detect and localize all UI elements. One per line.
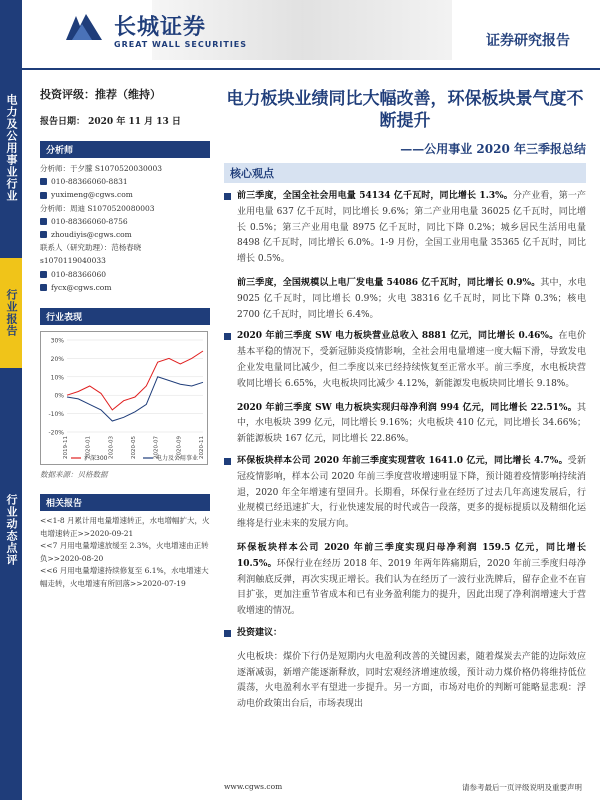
sidebar-industry-label: 电力及公用事业行业 bbox=[5, 94, 18, 202]
great-wall-logo-icon bbox=[64, 12, 104, 44]
email-line[interactable]: fycx@cgws.com bbox=[40, 281, 210, 294]
header-divider bbox=[22, 68, 600, 70]
core-views-head: 核心观点 bbox=[224, 163, 586, 183]
legend-label: 电力及公用事业 bbox=[156, 455, 199, 463]
investment-rating: 投资评级：推荐（维持） bbox=[40, 88, 161, 101]
trend-section-head: 行业表现 bbox=[40, 308, 210, 325]
series-line bbox=[67, 351, 203, 410]
related-report-item[interactable]: <<7 月用电量增速放缓至 2.3%，火电增速由正转负>>2020-08-20 bbox=[40, 541, 209, 563]
report-subtitle: ——公用事业 2020 年三季报总结 bbox=[400, 142, 586, 156]
footer-disclaimer: 请参考最后一页评级说明及重要声明 bbox=[462, 783, 582, 792]
series-line bbox=[67, 377, 203, 421]
y-tick-label: 0% bbox=[54, 392, 64, 400]
key-point: 2020 年前三季度 SW 电力板块营业总收入 8881 亿元，同比增长 0.46%。在电价基本平稳的情况下，受新冠肺炎疫情影响，全社会用电量增速一度大幅下滑，导致发电企业发电量同比减少，但二季度以来已经持续恢复至正常水平。前三季度，水电板块营收同比增长 6.65%，火电板块同比减少 4.12%，新能源发电板块同比增长 9.18%。 bbox=[224, 329, 586, 392]
logo-text-cn: 长城证券 bbox=[114, 15, 207, 40]
invest-advice-text: 火电板块：煤价下行仍是短期内火电盈利改善的关键因素，随着煤炭去产能的边际效应逐渐减弱，新增产能逐渐释放，同时宏观经济增速放缓，预计动力煤价格仍将维持低位震荡，火电盈利水平有望进一步提升。另一方面，市场对电价的判断可能略显悲观：浮动电价政策出台后，市场表现出 bbox=[237, 651, 586, 710]
analyst-list bbox=[40, 162, 210, 294]
y-tick-label: 30% bbox=[50, 337, 64, 345]
x-tick-label: 2020-11 bbox=[199, 436, 205, 460]
y-tick-label: 10% bbox=[50, 374, 64, 382]
x-tick-label: 2020-03 bbox=[108, 436, 115, 460]
email-icon bbox=[40, 284, 47, 291]
y-tick-label: -10% bbox=[48, 411, 64, 419]
report-date: 报告日期： 2020 年 11 月 13 日 bbox=[40, 117, 181, 127]
bullet-icon bbox=[224, 193, 231, 200]
x-tick-label: 2020-09 bbox=[176, 436, 183, 460]
key-point: 前三季度，全国规模以上电厂发电量 54086 亿千瓦时，同比增长 0.9%。其中，水电 9025 亿千瓦时，同比增长 0.9%；火电 38316 亿千瓦时，同比下降 0.3%；核电 2700 亿千瓦时，同比增长 6.4%。 bbox=[237, 277, 586, 320]
related-reports bbox=[40, 515, 210, 591]
phone-line: 010-88366060-8831 bbox=[40, 175, 210, 188]
email-line[interactable]: yuximeng@cgws.com bbox=[40, 188, 210, 201]
contact-line: 联系人（研究助理）：范杨春晓 bbox=[40, 243, 142, 253]
phone-icon bbox=[40, 178, 47, 185]
footer-website[interactable]: www.cgws.com bbox=[224, 782, 283, 791]
phone-line: 010-88366060-8756 bbox=[40, 215, 210, 228]
email-line[interactable]: zhoudiyis@cgws.com bbox=[40, 228, 210, 241]
page-header bbox=[22, 0, 600, 68]
x-tick-label: 2020-01 bbox=[85, 436, 92, 460]
phone-line: 010-88366060 bbox=[40, 268, 210, 281]
bullet-icon bbox=[224, 458, 231, 465]
related-section-head: 相关报告 bbox=[40, 494, 210, 511]
x-tick-label: 2020-05 bbox=[131, 436, 137, 460]
invest-advice: 投资建议： bbox=[224, 626, 586, 642]
x-tick-label: 2019-11 bbox=[63, 436, 69, 460]
legend-label: 沪深300 bbox=[84, 455, 108, 463]
left-info-column bbox=[40, 86, 210, 591]
analyst-line: 分析师：于夕朦 S1070520030003 bbox=[40, 164, 163, 173]
email-icon bbox=[40, 192, 47, 199]
phone-icon bbox=[40, 271, 47, 278]
industry-trend-chart bbox=[40, 331, 208, 465]
key-point: 环保板块样本公司 2020 年前三季度实现归母净利润 159.5 亿元，同比增长 10.5%。环保行业在经历 2018 年、2019 年两年阵痛期后，2020 年前三季度归母净利润触底反弹，再次实现正增长。我们认为在经历了一波行业洗牌后，留存企业不在盲目扩张，更加注重节省成本和已有业务盈利能力的提升，因此出现了净利润增速大于营收增速的情况。 bbox=[237, 542, 586, 617]
email-icon bbox=[40, 231, 47, 238]
related-report-item[interactable]: <<6 月用电量增速持续修复至 6.1%，水电增速大幅走转，火电增速有所回落>>2020-07-19 bbox=[40, 566, 209, 588]
phone-icon bbox=[40, 218, 47, 225]
y-tick-label: -20% bbox=[48, 429, 64, 437]
key-point: 前三季度，全国全社会用电量 54134 亿千瓦时，同比增长 1.3%。分产业看，第一产业用电量 637 亿千瓦时，同比增长 9.6%；第二产业用电量 36025 亿千瓦时，同比增长 0.5%；第三产业用电量 8975 亿千瓦时，同比下降 0.2%；城乡居民生活用电量 8498 亿千瓦时，同比增长 6.0%。1-9 月份，全国工业用电量 35365 亿千瓦时，同比增长 0.5%。 bbox=[224, 189, 586, 268]
data-source: 数据来源：贝格数据 bbox=[40, 470, 108, 480]
bullet-icon bbox=[224, 630, 231, 637]
sidebar-comment-label: 行业动态点评 bbox=[5, 494, 18, 566]
report-type-label: 证券研究报告 bbox=[486, 33, 570, 49]
bullet-icon bbox=[224, 333, 231, 340]
analyst-section-head: 分析师 bbox=[40, 141, 210, 158]
contact-id-line: s1070119040033 bbox=[40, 256, 106, 266]
y-tick-label: 20% bbox=[50, 355, 64, 363]
logo-text-en: GREAT WALL SECURITIES bbox=[114, 40, 248, 49]
sidebar-report-label: 行业报告 bbox=[0, 258, 22, 368]
report-title: 电力板块业绩同比大幅改善，环保板块景气度不断提升 bbox=[226, 89, 584, 131]
key-point: 环保板块样本公司 2020 年前三季度实现营收 1641.0 亿元，同比增长 4.7%。受新冠疫情影响，样本公司 2020 年前三季度营收增速明显下降，预计随着疫情影响持续消退，2020 年全年增速有望回升。长期看，环保行业在经历了过去几年高速发展后，行业规模已经迅速扩大，行业快速发展的时代或告一段落，更多的提标提质以及精细化运维将是行业未来的发展方向。 bbox=[224, 454, 586, 533]
trend-chart-svg bbox=[41, 332, 209, 466]
related-report-item[interactable]: <<1-8 月累计用电量增速转正，水电增幅扩大，火电增速转正>>2020-09-21 bbox=[40, 516, 210, 538]
main-content bbox=[224, 88, 586, 713]
analyst-line: 分析师：周迪 S1070520080003 bbox=[40, 203, 155, 213]
x-tick-label: 2020-07 bbox=[153, 436, 160, 460]
key-point: 2020 年前三季度 SW 电力板块实现归母净利润 994 亿元，同比增长 22.51%。其中，水电板块 399 亿元，同比增长 9.16%；火电板块 410 亿元，同比增长 34.66%；新能源板块 167 亿元，同比增长 22.86%。 bbox=[237, 402, 586, 445]
